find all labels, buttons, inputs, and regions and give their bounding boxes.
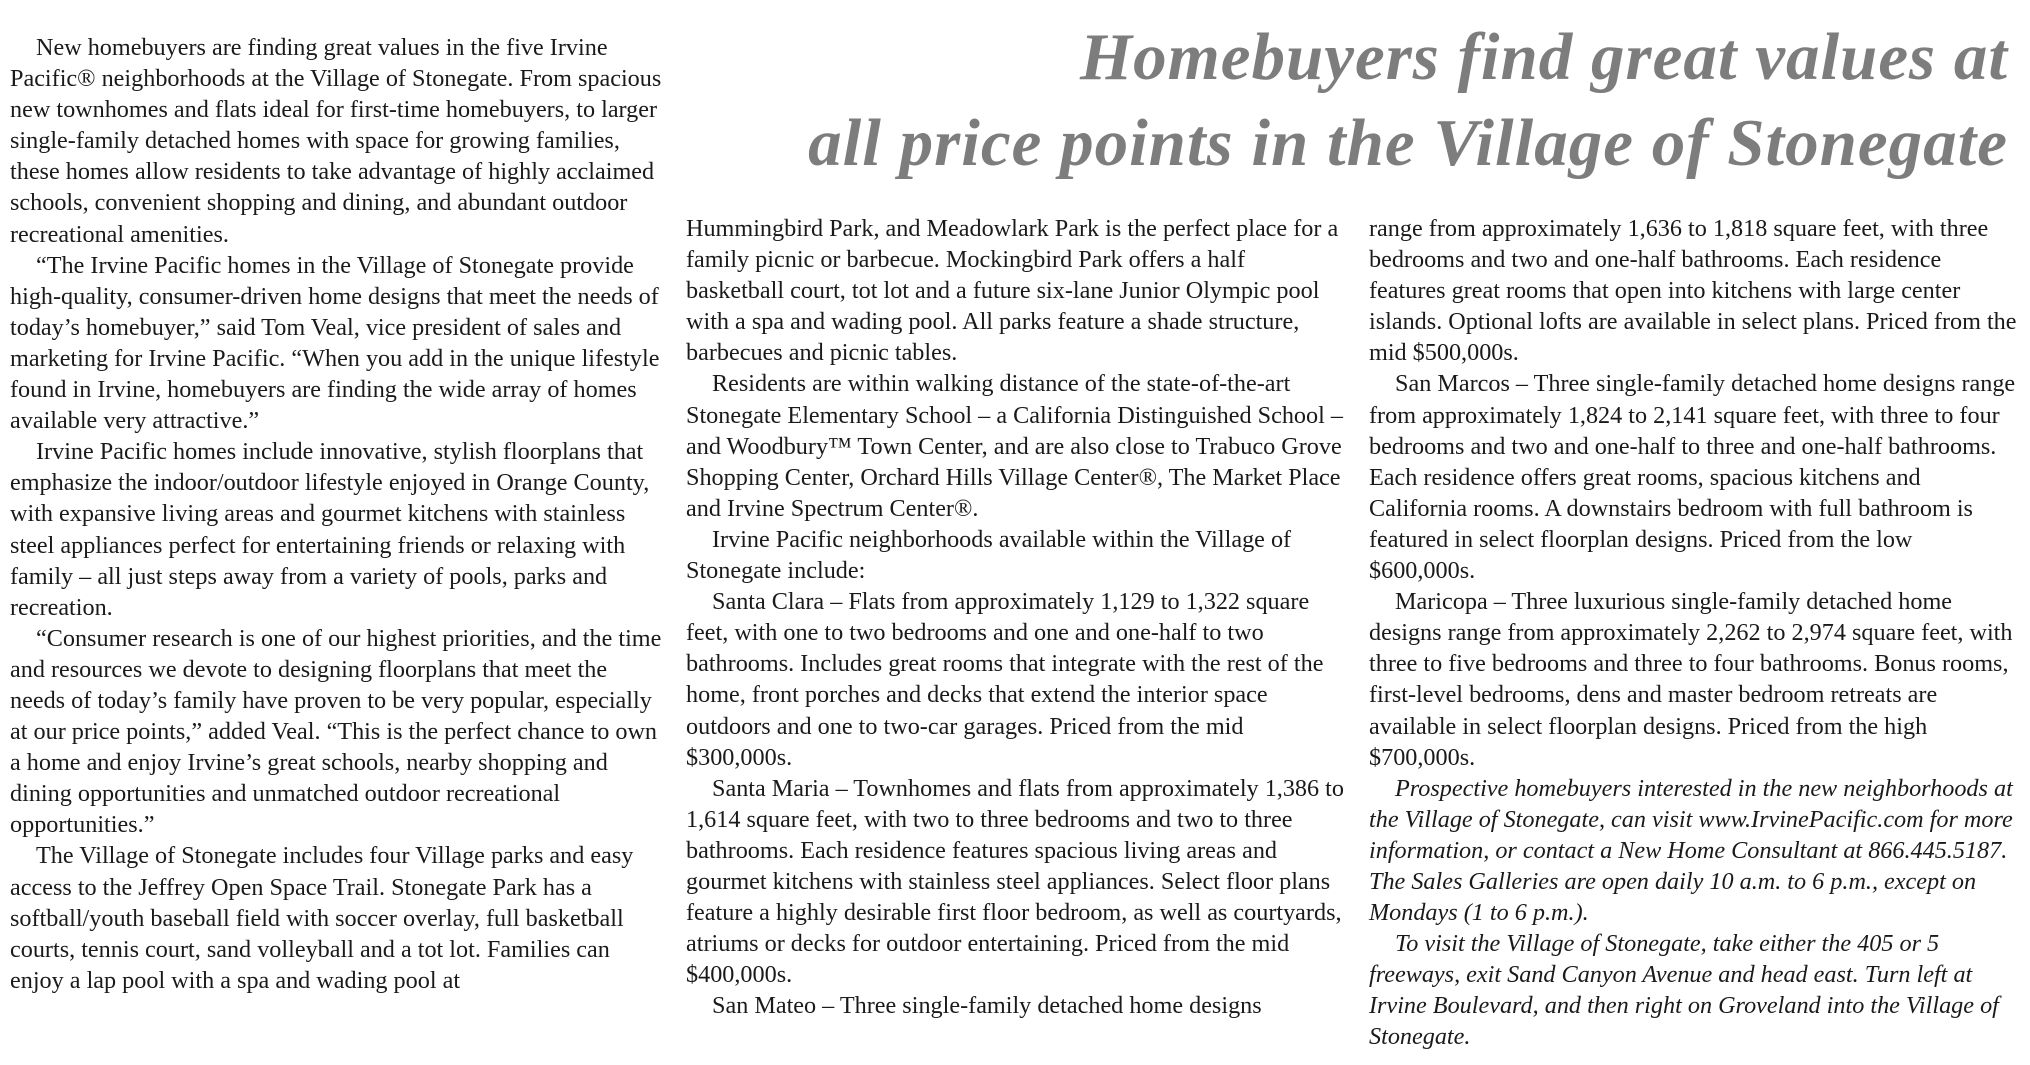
article-column-1 [10, 32, 665, 996]
paragraph-directions: To visit the Village of Stonegate, take either the 405 or 5 freeways, exit Sand Canyon Avenue and head east. Turn left at Irvine Boulevard, and then right on Groveland into the Village of Stonegate. [1369, 930, 1999, 1051]
paragraph-veal-quote-1: “The Irvine Pacific homes in the Village of Stonegate provide high-quality, consumer-driven home designs that meet the needs of today’s homebuyer,” said Tom Veal, vice president of sales and marketing for Irvine Pacific. “When you add in the unique lifestyle found in Irvine, homebuyers are finding the wide array of homes available very attractive.” [10, 251, 660, 435]
paragraph-intro: New homebuyers are finding great values in the five Irvine Pacific® neighborhoods at the Village of Stonegate. From spacious new townhomes and flats ideal for first-time homebuyers, to larger single-family detached homes with space for growing families, these homes allow residents to take advantage of highly acclaimed schools, convenient shopping and dining, and abundant outdoor recreational amenities. [10, 34, 662, 248]
paragraph-san-mateo: San Mateo – Three single-family detached home designs [712, 992, 1262, 1020]
paragraph-parks: The Village of Stonegate includes four Village parks and easy access to the Jeffrey Open Space Trail. Stonegate Park has a softball/youth baseball field with soccer overlay, full basketball courts, tennis court, sand volleyball and a tot lot. Families can enjoy a lap pool with a spa and wading pool at [10, 842, 634, 994]
paragraph-neighborhoods-intro: Irvine Pacific neighborhoods available within the Village of Stonegate include: [686, 525, 1292, 585]
paragraph-veal-quote-2: “Consumer research is one of our highest priorities, and the time and resources we devote to designing floorplans that meet the needs of today’s family have proven to be very popular, especially at our price points,” added Veal. “This is the perfect chance to own a home and enjoy Irvine’s great schools, nearby shopping and dining opportunities and unmatched outdoor recreational opportunities.” [10, 624, 662, 839]
paragraph-schools: Residents are within walking distance of the state-of-the-art Stonegate Elementary School – a California Distinguished School – and Woodbury™ Town Center, and are also close to Trabuco Grove Shopping Center, Orchard Hills Village Center®, The Market Place and Irvine Spectrum Center®. [686, 370, 1343, 522]
paragraph-floorplans: Irvine Pacific homes include innovative, stylish floorplans that emphasize the indoor/outdoor lifestyle enjoyed in Orange County, with expansive living areas and gourmet kitchens with stainless steel appliances perfect for entertaining friends or relaxing with family – all just steps away from a variety of pools, parks and recreation. [10, 438, 650, 621]
article-headline [688, 14, 2008, 186]
headline-line-1: Homebuyers find great values at [1079, 20, 2008, 94]
paragraph-santa-maria: Santa Maria – Townhomes and flats from approximately 1,386 to 1,614 square feet, with two to three bedrooms and two to three bathrooms. Each residence features spacious living areas and gourmet kitchens with stainless steel appliances. Select floor plans feature a highly desirable first floor bedroom, as well as courtyards, atriums or decks for outdoor entertaining. Priced from the mid $400,000s. [686, 774, 1344, 989]
headline-line-2: all price points in the Village of Stonegate [808, 106, 2008, 180]
paragraph-contact-info: Prospective homebuyers interested in the new neighborhoods at the Village of Stonegate, can visit www.IrvinePacific.com for more information, or contact a New Home Consultant at 866.445.5187. The Sales Galleries are open daily 10 a.m. to 6 p.m., except on Mondays (1 to 6 p.m.). [1369, 774, 2013, 927]
paragraph-maricopa: Maricopa – Three luxurious single-family detached home designs range from approximately 2,262 to 2,974 square feet, with three to five bedrooms and three to four bathrooms. Bonus rooms, first-level bedrooms, dens and master bedroom retreats are available in select floorplan designs. Priced from the high $700,000s. [1369, 588, 2013, 771]
article-column-2 [686, 213, 1346, 1021]
paragraph-santa-clara: Santa Clara – Flats from approximately 1,129 to 1,322 square feet, with one to two bedrooms and one and one-half to two bathrooms. Includes great rooms that integrate with the rest of the home, front porches and decks that extend the interior space outdoors and one to two-car garages. Priced from the mid $300,000s. [686, 588, 1324, 771]
paragraph-parks-continued: Hummingbird Park, and Meadowlark Park is the perfect place for a family picnic or barbecue. Mockingbird Park offers a half basketball court, tot lot and a future six-lane Junior Olympic pool with a spa and wading pool. All parks feature a shade structure, barbecues and picnic tables. [686, 215, 1339, 367]
paragraph-san-mateo-continued: range from approximately 1,636 to 1,818 square feet, with three bedrooms and two and one-half bathrooms. Each residence features great rooms that open into kitchens with large center islands. Optional lofts are available in select plans. Priced from the mid $500,000s. [1369, 215, 2017, 367]
paragraph-san-marcos: San Marcos – Three single-family detached home designs range from approximately 1,824 to 2,141 square feet, with three to four bedrooms and two and one-half to three and one-half bathrooms. Each residence offers great rooms, spacious kitchens and California rooms. A downstairs bedroom with full bathroom is featured in select floorplan designs. Priced from the low $600,000s. [1369, 370, 2016, 585]
article-column-3 [1369, 213, 2021, 1053]
